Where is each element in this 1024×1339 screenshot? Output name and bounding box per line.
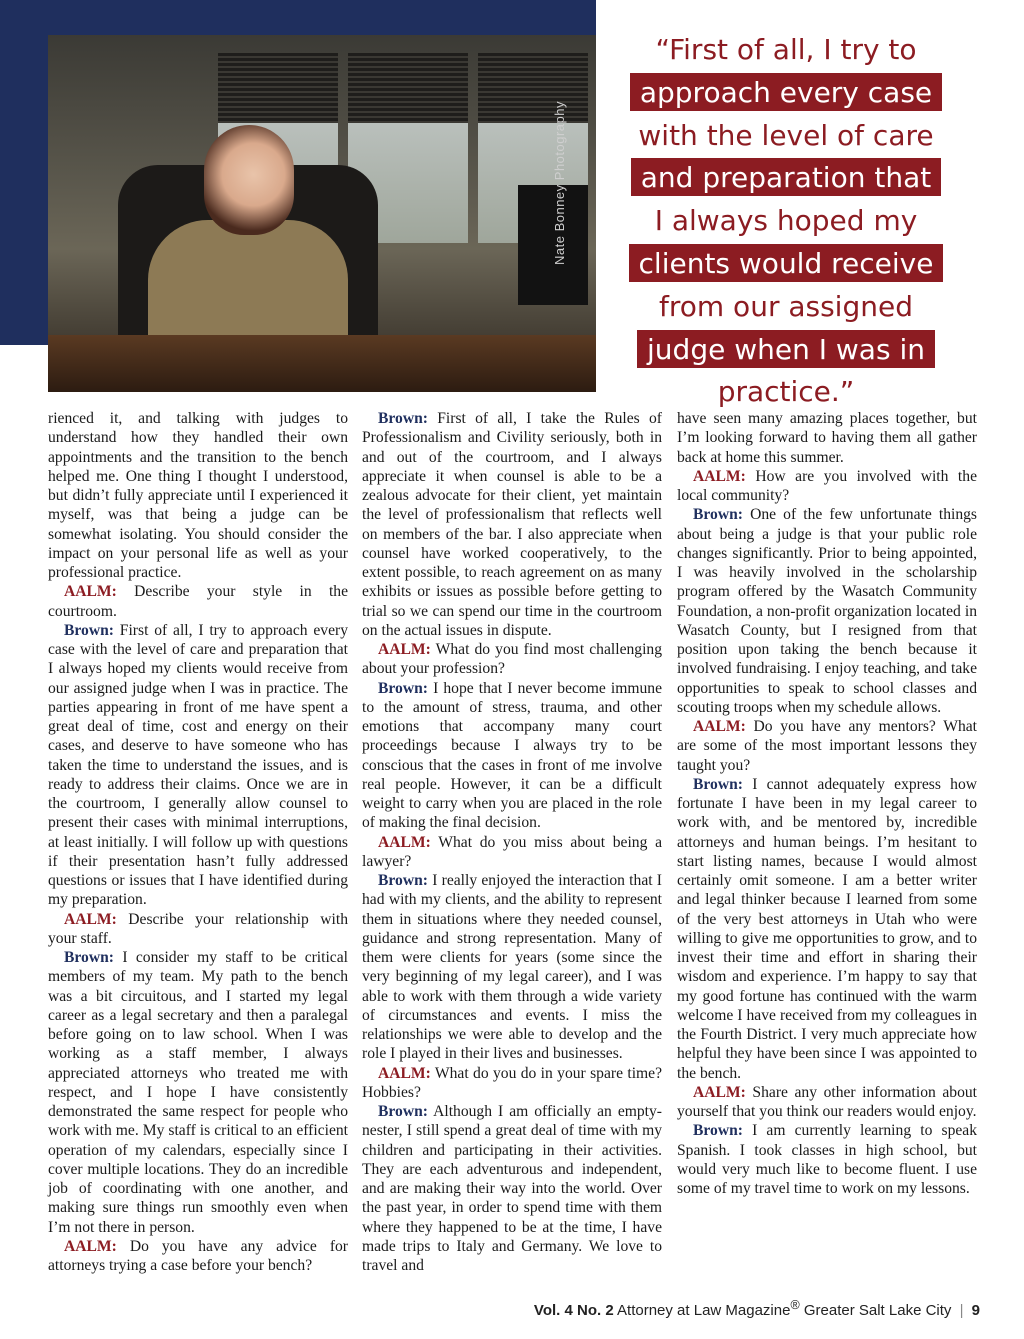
page-footer bbox=[534, 1298, 980, 1319]
paragraph: Brown: One of the few unfortunate things about being a judge is that your public role changes significantly. Prior to being appointed, I was heavily involved in the scholarship program offered by the Wasatch Community Foundation, a non-profit organization located in Wasatch County, but I resigned from that position upon taking the bench because it involved fundraising. I enjoy teaching, and take opportunities to speak to school classes and scouting troops when my schedule allows. bbox=[677, 506, 977, 716]
pull-quote-line: “First of all, I try to bbox=[655, 33, 917, 66]
pull-quote-line: clients would receive bbox=[629, 244, 944, 282]
paragraph: Brown: First of all, I take the Rules of Professionalism and Civility seriously, both in and out of the courtroom, and I always appreciate it when counsel is able to be a zealous advocate for their client, yet maintain the level of professionalism that reflects well on members of the bar. I also appreciate when counsel have worked cooperatively, to the extent possible, to reach agreement on as many exhibits or issues as possible before getting to trial so we can spend our time in the courtroom on the actual issues in dispute. bbox=[362, 410, 662, 639]
pull-quote-line: practice.” bbox=[717, 375, 855, 409]
speaker-label: Brown: bbox=[64, 949, 114, 966]
pull-quote-line: approach every case bbox=[630, 73, 942, 111]
paragraph: AALM: What do you miss about being a lawyer? bbox=[362, 833, 662, 870]
paragraph: Brown: I am currently learning to speak Spanish. I took classes in high school, but would very much like to become fluent. I use some of my travel time to work on my lessons. bbox=[677, 1122, 977, 1197]
paragraph: rienced it, and talking with judges to understand how they handled their own appointments and the transition to the bench helped me. One thing I thought I understood, but didn’t fully appreciate until I experienced it myself, was that being a judge can be somewhat isolating. You should consider the impact on your personal life as well as your professional practice. bbox=[48, 410, 348, 581]
interviewer-label: AALM: bbox=[378, 641, 431, 658]
paragraph: AALM: What do you find most challenging about your profession? bbox=[362, 641, 663, 678]
volume-label: Vol. 4 No. 2 bbox=[533, 1302, 614, 1319]
article-column-3 bbox=[677, 409, 977, 1198]
photo-credit: Nate Bonney Photography bbox=[552, 101, 567, 265]
speaker-label: Brown: bbox=[693, 1122, 743, 1140]
paragraph: Brown: I really enjoyed the interaction that I had with my clients, and the ability to represent them in situations where they needed counsel, guidance and strong representation. Many of them were clients for years (some since the very beginning of my legal career), and I was able to work with them through a wide variety of circumstances and events. I miss the relationships we were able to develop and the role I played in their lives and businesses. bbox=[362, 872, 663, 1063]
interviewer-label: AALM: bbox=[378, 1064, 431, 1082]
judge-portrait bbox=[204, 125, 294, 235]
judge-figure bbox=[148, 220, 348, 350]
paragraph: Brown: First of all, I try to approach every case with the level of care and preparation that I always hoped my clients would receive from our assigned judge when I was in practice. The parties appearing in front of me have spent a great deal of time, cost and energy on their cases, and deserve to have someone who has taken the time to understand the issues, and is ready to address their claims. Once we are in the courtroom, I generally allow counsel to present their cases with minimal interruptions, at least initially. I will follow up with questions if their presentation hasn’t fully addressed questions or issues that I have identified during my preparation. bbox=[48, 621, 349, 909]
speaker-label: Brown: bbox=[378, 872, 428, 889]
pull-quote bbox=[596, 28, 976, 413]
paragraph: AALM: How are you involved with the local community? bbox=[677, 467, 977, 504]
footer-separator: | bbox=[959, 1302, 964, 1319]
paragraph: Brown: I consider my staff to be critical members of my team. My path to the bench was a bit circuitous, and I started my legal career as a legal secretary and then a paralegal before going on to law school. When I was working as a staff member, I always appreciated attorneys who treated me with respect, and I hope I have consistently demonstrated the same respect for people who work with me. My staff is critical to an efficient operation of my calendars, especially since I cover multiple locations. They do an incredible job of coordinating with one another, and making sure things run smoothly even when I’m not there in person. bbox=[48, 949, 348, 1236]
navy-accent-bar bbox=[48, 0, 596, 35]
speaker-label: Brown: bbox=[693, 775, 743, 793]
paragraph: AALM: Do you have any advice for attorneys trying a case before your bench? bbox=[48, 1237, 348, 1274]
registered-mark: ® bbox=[790, 1298, 800, 1312]
pull-quote-line: from our assigned bbox=[659, 289, 913, 323]
pull-quote-line: I always hoped my bbox=[654, 204, 918, 238]
interviewer-label: AALM: bbox=[64, 583, 117, 601]
speaker-label: Brown: bbox=[378, 1103, 428, 1120]
page-number: 9 bbox=[971, 1302, 980, 1319]
interviewer-label: AALM: bbox=[378, 833, 431, 851]
edition-city: Greater Salt Lake City bbox=[803, 1302, 952, 1319]
speaker-label: Brown: bbox=[64, 621, 114, 639]
interviewer-label: AALM: bbox=[693, 1083, 746, 1101]
paragraph: AALM: Share any other information about yourself that you think our readers would enjoy. bbox=[677, 1083, 978, 1120]
paragraph: AALM: Describe your relationship with your staff. bbox=[48, 910, 348, 947]
paragraph: Brown: Although I am officially an empty-nester, I still spend a great deal of time with my children and participating in their activities. They are each adventurous and independent, and are making their way into the world. Over the past year, in order to spend time with them where they happened to be at the time, I have made trips to Italy and Germany. We love to travel and bbox=[362, 1103, 662, 1274]
speaker-label: Brown: bbox=[693, 506, 743, 524]
paragraph: AALM: What do you do in your spare time? Hobbies? bbox=[362, 1064, 662, 1101]
paragraph: AALM: Do you have any mentors? What are some of the most important lessons they taught you? bbox=[677, 718, 977, 774]
pull-quote-line: judge when I was in bbox=[637, 330, 935, 368]
paragraph: AALM: Describe your style in the courtroom. bbox=[48, 583, 348, 620]
interviewer-label: AALM: bbox=[693, 467, 746, 485]
speaker-label: Brown: bbox=[378, 410, 428, 427]
interviewer-label: AALM: bbox=[64, 910, 117, 928]
interviewer-label: AALM: bbox=[64, 1237, 117, 1255]
article-column-2 bbox=[362, 409, 662, 1275]
article-column-1 bbox=[48, 409, 348, 1275]
paragraph: Brown: I hope that I never become immune to the amount of stress, trauma, and other emotions that accompany many court proceedings because I always try to be conscious that the cases in front of me involve real people. However, it can be a difficult weight to carry when you are placed in the role of making the final decision. bbox=[362, 679, 662, 832]
paragraph: Brown: I cannot adequately express how fortunate I have been in my legal career to work with, and be mentored by, incredible attorneys and human beings. I’m hesitant to start listing names, because I would almost certainly omit someone. I am a better writer and legal thinker because I learned from some of the very best attorneys in Utah who were willing to give me opportunities to grow, and to invest their time and effort in sharing their wisdom and experience. I’m happy to say that my good fortune has continued with the warm welcome I have received from my colleagues in the Fourth District. I very much appreciate how helpful they have been since I was appointed to the bench. bbox=[677, 775, 978, 1082]
paragraph: have seen many amazing places together, but I’m looking forward to having them all gather back at home this summer. bbox=[677, 410, 977, 466]
magazine-name: Attorney at Law Magazine bbox=[617, 1302, 791, 1319]
pull-quote-line: with the level of care bbox=[638, 118, 934, 152]
judge-photo bbox=[48, 35, 596, 392]
navy-accent-block bbox=[0, 0, 48, 345]
interviewer-label: AALM: bbox=[693, 718, 746, 735]
office-desk bbox=[48, 335, 596, 392]
speaker-label: Brown: bbox=[378, 679, 428, 697]
pull-quote-line: and preparation that bbox=[631, 158, 941, 196]
